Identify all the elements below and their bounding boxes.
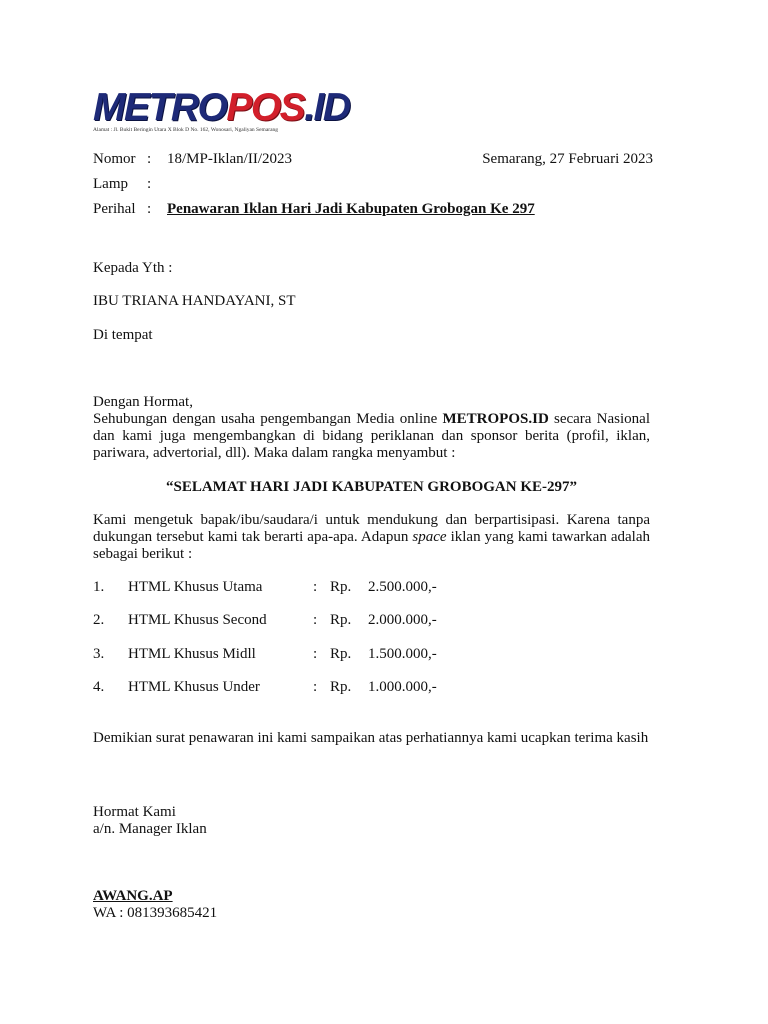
lamp-label: Lamp — [93, 176, 128, 192]
support-italic-word: space — [412, 529, 447, 545]
intro-text-after: secara Nasional dan kami juga mengembangkan di bidang periklanan dan sponsor berita (profil, iklan, pariwara, advertorial, dll). Maka dalam rangka menyambut : — [93, 411, 650, 461]
signatory-name: AWANG.AP — [93, 888, 173, 904]
offer-price: 2.000.000,- — [368, 612, 437, 628]
offer-number: 4. — [93, 679, 105, 695]
lamp-colon: : — [147, 176, 152, 192]
recipient-name: IBU TRIANA HANDAYANI, ST — [93, 293, 296, 309]
nomor-colon: : — [147, 151, 152, 167]
offer-currency: Rp. — [330, 579, 352, 595]
offer-separator: : — [313, 579, 318, 595]
offer-separator: : — [313, 612, 318, 628]
signatory-contact: WA : 081393685421 — [93, 905, 218, 921]
offer-currency: Rp. — [330, 646, 352, 662]
salutation: Dengan Hormat, — [93, 394, 193, 410]
place-date: Semarang, 27 Februari 2023 — [482, 151, 653, 167]
headline: “SELAMAT HARI JADI KABUPATEN GROBOGAN KE-297” — [165, 479, 577, 495]
offer-currency: Rp. — [330, 679, 352, 695]
signatory-role: a/n. Manager Iklan — [93, 821, 207, 837]
perihal-colon: : — [147, 201, 152, 217]
offer-name: HTML Khusus Second — [128, 612, 267, 628]
support-text-after: iklan yang kami tawarkan adalah sebagai berikut : — [93, 529, 650, 562]
offer-separator: : — [313, 679, 318, 695]
offer-number: 3. — [93, 646, 105, 662]
support-paragraph — [93, 512, 650, 563]
intro-paragraph — [93, 411, 650, 462]
offer-price: 2.500.000,- — [368, 579, 437, 595]
support-text-before: Kami mengetuk bapak/ibu/saudara/i untuk mendukung dan berpartisipasi. Karena tanpa dukungan tersebut kami tak berarti apa-apa. Adapun — [93, 512, 650, 545]
offer-number: 2. — [93, 612, 105, 628]
intro-text-before: Sehubungan dengan usaha pengembangan Media online — [93, 411, 443, 427]
offer-name: HTML Khusus Utama — [128, 579, 263, 595]
offer-price: 1.000.000,- — [368, 679, 437, 695]
offer-number: 1. — [93, 579, 105, 595]
perihal-row — [93, 201, 535, 218]
offer-price: 1.500.000,- — [368, 646, 437, 662]
nomor-label: Nomor — [93, 151, 136, 167]
intro-brand: METROPOS.ID — [442, 411, 549, 427]
perihal-label: Perihal — [93, 201, 136, 217]
letterhead-address: Alamat : Jl. Bukit Beringin Utara X Blok D No. 162, Wonosari, Ngaliyan Semarang — [93, 127, 279, 133]
offer-name: HTML Khusus Midll — [128, 646, 256, 662]
nomor-row — [93, 151, 292, 168]
recipient-greeting: Kepada Yth : — [93, 260, 173, 276]
lamp-row — [93, 176, 167, 193]
offer-currency: Rp. — [330, 612, 352, 628]
logo-text-metro: METRO — [93, 86, 227, 129]
logo-text-id: .ID — [304, 86, 350, 129]
logo-text-pos: POS — [226, 86, 305, 129]
offer-name: HTML Khusus Under — [128, 679, 260, 695]
recipient-location: Di tempat — [93, 327, 153, 343]
nomor-value: 18/MP-Iklan/II/2023 — [167, 151, 292, 167]
perihal-value: Penawaran Iklan Hari Jadi Kabupaten Grobogan Ke 297 — [167, 201, 535, 217]
offer-separator: : — [313, 646, 318, 662]
closing-paragraph: Demikian surat penawaran ini kami sampaikan atas perhatiannya kami ucapkan terima kasih — [93, 730, 649, 746]
regards: Hormat Kami — [93, 804, 176, 820]
